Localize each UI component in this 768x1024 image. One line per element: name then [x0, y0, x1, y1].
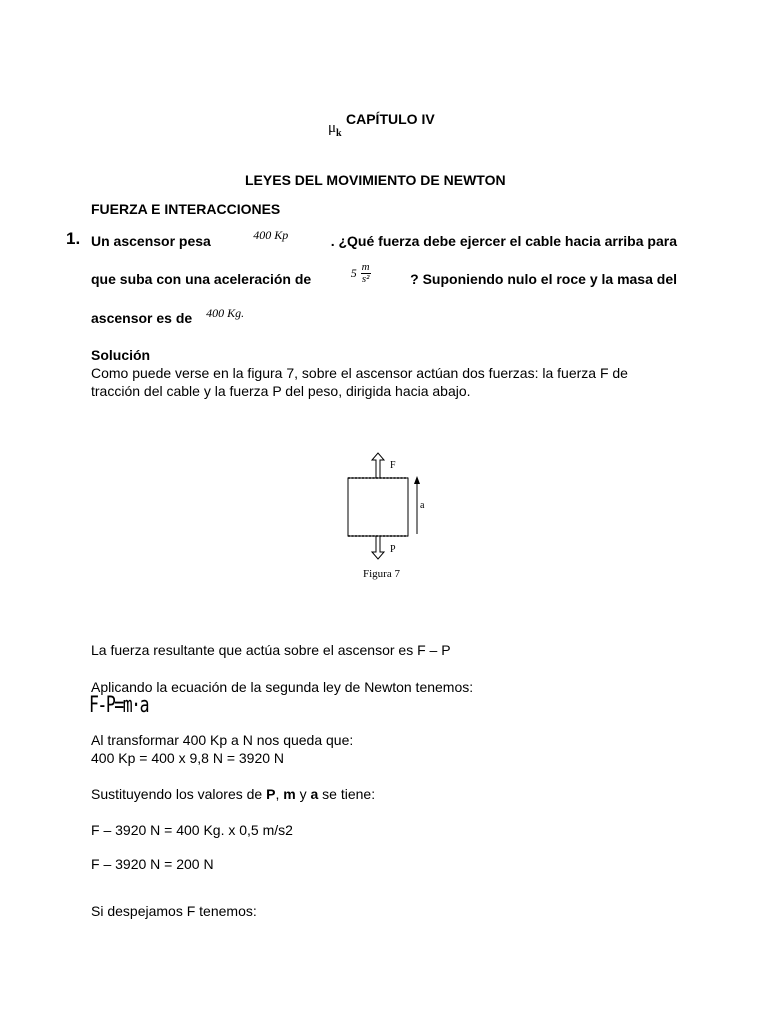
problem-text: ? Suponiendo nulo el roce y la masa del: [410, 271, 677, 287]
transform-result: 400 Kp = 400 x 9,8 N = 3920 N: [91, 750, 285, 766]
solution-paragraph-line-2: tracción del cable y la fuerza P del peso, dirigida hacia abajo.: [91, 383, 471, 399]
weight-value: 400 Kp: [253, 228, 289, 242]
label-F: F: [390, 460, 396, 471]
problem-text: ascensor es de: [91, 310, 193, 326]
applying-text: Aplicando la ecuación de la segunda ley de Newton tenemos:: [91, 679, 474, 695]
unit-numerator: m: [361, 261, 370, 273]
chapter-title: CAPÍTULO IV: [346, 111, 435, 127]
section-heading: FUERZA E INTERACCIONES: [91, 201, 281, 217]
unit-denominator: s²: [361, 273, 370, 285]
acceleration-arrowhead: [414, 476, 420, 484]
var-m: m: [283, 786, 296, 802]
problem-text: que suba con una aceleración de: [91, 271, 312, 287]
var-P: P: [266, 786, 276, 802]
solution-heading: Solución: [91, 347, 151, 363]
figure-caption: Figura 7: [363, 568, 400, 580]
resultant-text: La fuerza resultante que actúa sobre el ascensor es F – P: [91, 642, 451, 658]
substitution-text: [91, 785, 375, 803]
solution-paragraph-line-1: Como puede verse en la figura 7, sobre el ascensor actúan dos fuerzas: la fuerza F de: [91, 365, 628, 381]
equation-step-1: F – 3920 N = 400 Kg. x 0,5 m/s2: [91, 822, 293, 838]
problem-line-3: [91, 306, 245, 328]
mu-subscript: k: [336, 128, 342, 139]
mass-value: 400 Kg.: [206, 306, 245, 320]
clear-F-text: Si despejamos F tenemos:: [91, 903, 257, 919]
acceleration-value: [351, 262, 371, 285]
force-P-arrow: [372, 536, 384, 559]
label-P: P: [390, 544, 396, 555]
mu-symbol: μ: [328, 120, 337, 136]
transform-text: Al transformar 400 Kp a N nos queda que:: [91, 732, 354, 748]
problem-line-2: [91, 261, 677, 293]
problem-text: Un ascensor pesa: [91, 233, 211, 249]
problem-number: 1.: [66, 229, 81, 248]
elevator-box: [348, 478, 408, 536]
mu-k-symbol: [328, 120, 342, 139]
figure-7-diagram: [340, 448, 450, 588]
substitution-comma: ,: [275, 786, 284, 802]
substitution-lead: Sustituyendo los valores de: [91, 786, 267, 802]
problem-line-1: [91, 228, 677, 250]
substitution-and: y: [295, 786, 311, 802]
problem-text: . ¿Qué fuerza debe ejercer el cable hacia arriba para: [330, 233, 677, 249]
substitution-end: se tiene:: [318, 786, 376, 802]
equation-step-2: F – 3920 N = 200 N: [91, 856, 214, 872]
label-a: a: [420, 500, 425, 511]
acceleration-coef: 5: [350, 266, 357, 281]
var-a: a: [310, 786, 319, 802]
newton-equation: F-P=m·a: [89, 693, 149, 718]
page-title: LEYES DEL MOVIMIENTO DE NEWTON: [245, 172, 506, 188]
force-F-arrow: [372, 453, 384, 478]
acceleration-unit: [361, 262, 371, 285]
